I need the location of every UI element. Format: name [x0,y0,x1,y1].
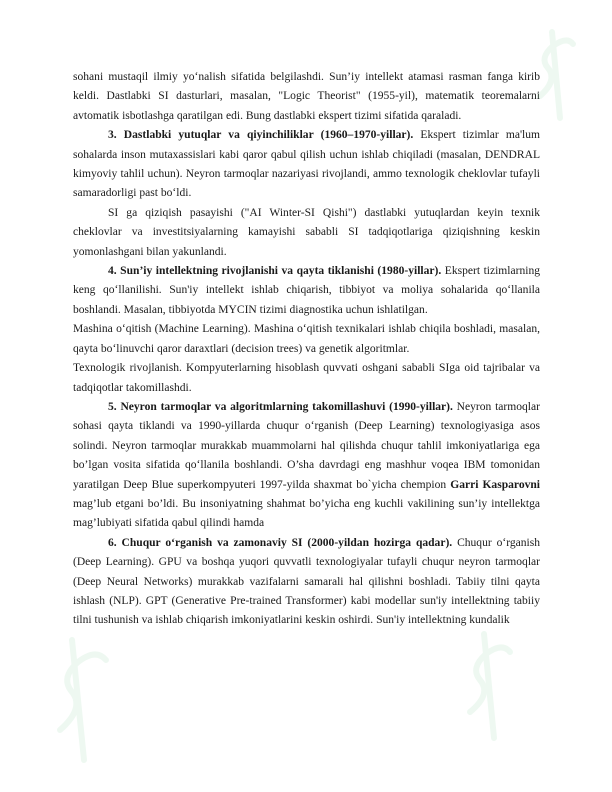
paragraph-text: Ekspert tizimlar ma'lum sohalarda inson mutaxassislari kabi qaror qabul qilish uchun ishlab chiqiladi (masalan, DENDRAL kimyoviy tahlil uchun). Neyron tarmoqlar nazariyasi rivojlandi, ammo texnologik cheklovlar tufayli samaradorligi past bo‘ldi. [73,129,540,200]
paragraph-1 [73,68,540,126]
paragraph-text: SI ga qiziqish pasayishi ("AI Winter-SI Qishi") dastlabki yutuqlardan keyin texnik cheklovlar va investitsiyalarning kamayishi sababli SI tadqiqotlariga qiziqishning keskin yomonlashgani bilan yakunlandi. [73,206,540,258]
section-5-paragraph [73,398,540,534]
section-4-paragraph [73,262,540,320]
section-heading: 3. Dastlabki yutuqlar va qiyinchiliklar (1960–1970-yillar). [108,129,414,142]
paragraph-text: Chuqur o‘rganish (Deep Learning). GPU va boshqa yuqori quvvatli texnologiyalar tufayli chuqur neyron tarmoqlar (Deep Neural Networks) murakkab vazifalarni samarali hal qilishni boshladi. Tabiiy tilni qayta ishlash (NLP). GPT (Generative Pre-trained Transformer) kabi modellar sun'iy intellektning tabiiy tilni tushunish va ishlab chiqarish imkoniyatlarini keskin oshirdi. Sun'iy intellektning kundalik [73,536,540,627]
section-heading: 4. Sun’iy intellektning rivojlanishi va qayta tiklanishi (1980-yillar). [108,265,442,278]
paragraph-text: Neyron tarmoqlar sohasi qayta tiklandi va 1990-yillarda chuqur o‘rganish (Deep Learning) texnologiyasiga asos solindi. Neyron tarmoqlar murakkab muammolarni hal qilishda chuqur tahlil imkoniyatlariga ega bo’lgan vosita sifatida qo‘llanila boshlandi. O’sha davrdagi eng mashhur voqea IBM tomonidan yaratilgan Deep Blue superkompyuteri 1997-yilda shaxmat bo`yicha chempion [73,400,540,491]
paragraph-text: Ekspert tizimlarning keng qo‘llanilishi. Sun'iy intellekt ishlab chiqarish, tibbiyot va moliya sohalarida qo‘llanila boshlandi. Masalan, tibbiyotda MYCIN tizimi diagnostika uchun ishlatilgan. [73,265,541,316]
paragraph-machine-learning [73,320,540,359]
section-3-paragraph [73,126,540,204]
paragraph-text: Mashina o‘qitish (Machine Learning). Mashina o‘qitish texnikalari ishlab chiqila boshladi, masalan, qayta bo‘linuvchi qaror daraxtlari (decision trees) va genetik algoritmlar. [73,323,540,355]
section-heading: 6. Chuqur o‘rganish va zamonaviy SI (2000-yildan hozirga qadar). [108,536,453,549]
document-body [73,68,540,631]
section-heading: 5. Neyron tarmoqlar va algoritmlarning takomillashuvi (1990-yillar). [108,400,453,413]
bold-name: Garri Kasparovni [450,478,540,491]
paragraph-ai-winter [73,204,540,262]
paragraph-text: sohani mustaqil ilmiy yo‘nalish sifatida belgilashdi. Sun’iy intellekt atamasi rasman fanga kirib keldi. Dastlabki SI dasturlari, masalan, "Logic Theorist" (1955-yil), matematik teoremalarni avtomatik isbotlashga qaratilgan edi. Bung dastlabki ekspert tizimi sifatida qaraladi. [73,71,540,122]
paragraph-tech-development [73,359,540,398]
section-6-paragraph [73,534,540,631]
paragraph-text: mag’lub etgani bo’ldi. Bu insoniyatning shahmat bo’yicha eng kuchli vakilining sun’iy intellektga mag’lubiyati sifatida qabul qilindi hamda [73,497,540,530]
paragraph-text: Texnologik rivojlanish. Kompyuterlarning hisoblash quvvati oshgani sababli SIga oid tajribalar va tadqiqotlar takomillashdi. [73,362,540,394]
